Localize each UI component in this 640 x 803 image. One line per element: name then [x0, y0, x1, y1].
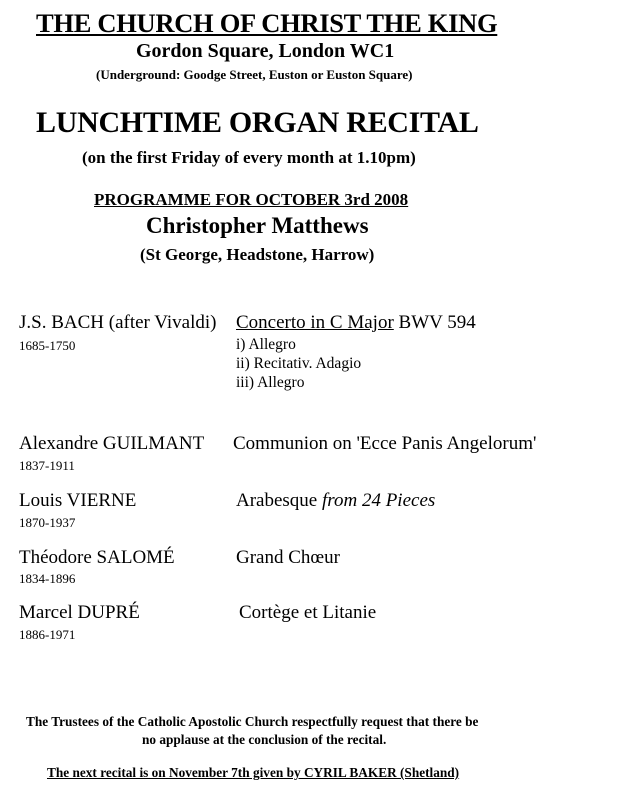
- composer-name: Alexandre GUILMANT: [19, 433, 205, 454]
- movement: i) Allegro: [236, 336, 296, 353]
- work-title-italic: from 24 Pieces: [322, 490, 436, 511]
- recital-schedule: (on the first Friday of every month at 1.10pm): [82, 148, 416, 167]
- church-address: Gordon Square, London WC1: [136, 40, 395, 62]
- composer-name: Théodore SALOMÉ: [19, 547, 175, 568]
- applause-notice: The Trustees of the Catholic Apostolic Church respectfully request that there be: [26, 714, 479, 729]
- work-title-text: Arabesque: [236, 490, 322, 511]
- composer-name: Marcel DUPRÉ: [19, 602, 140, 623]
- composer-dates: 1870-1937: [19, 515, 76, 530]
- work-title: [236, 312, 476, 334]
- next-recital: The next recital is on November 7th given by CYRIL BAKER (Shetland): [47, 765, 460, 780]
- performer-name: Christopher Matthews: [146, 213, 369, 238]
- composer-dates: 1834-1896: [19, 571, 76, 586]
- composer-dates: 1886-1971: [19, 627, 76, 642]
- movement: ii) Recitativ. Adagio: [236, 355, 362, 372]
- composer-dates: 1685-1750: [19, 338, 76, 353]
- programme-date: PROGRAMME FOR OCTOBER 3rd 2008: [94, 190, 409, 209]
- work-title: [236, 490, 435, 512]
- performer-church: (St George, Headstone, Harrow): [140, 245, 375, 264]
- work-title: Grand Chœur: [236, 547, 340, 568]
- applause-notice-line2: no applause at the conclusion of the recital.: [142, 732, 387, 747]
- movement: iii) Allegro: [236, 374, 305, 391]
- work-title: Communion on 'Ecce Panis Angelorum': [233, 433, 537, 454]
- recital-title: LUNCHTIME ORGAN RECITAL: [36, 106, 479, 139]
- underground-info: (Underground: Goodge Street, Euston or Euston Square): [96, 67, 413, 82]
- work-title: Cortège et Litanie: [239, 602, 377, 623]
- church-name: THE CHURCH OF CHRIST THE KING: [36, 8, 498, 38]
- composer-dates: 1837-1911: [19, 458, 75, 473]
- work-catalog: BWV 594: [393, 312, 476, 333]
- work-title-underlined: Concerto in C Major: [236, 312, 394, 333]
- composer-name: Louis VIERNE: [19, 490, 137, 511]
- composer-name: J.S. BACH (after Vivaldi): [19, 312, 217, 333]
